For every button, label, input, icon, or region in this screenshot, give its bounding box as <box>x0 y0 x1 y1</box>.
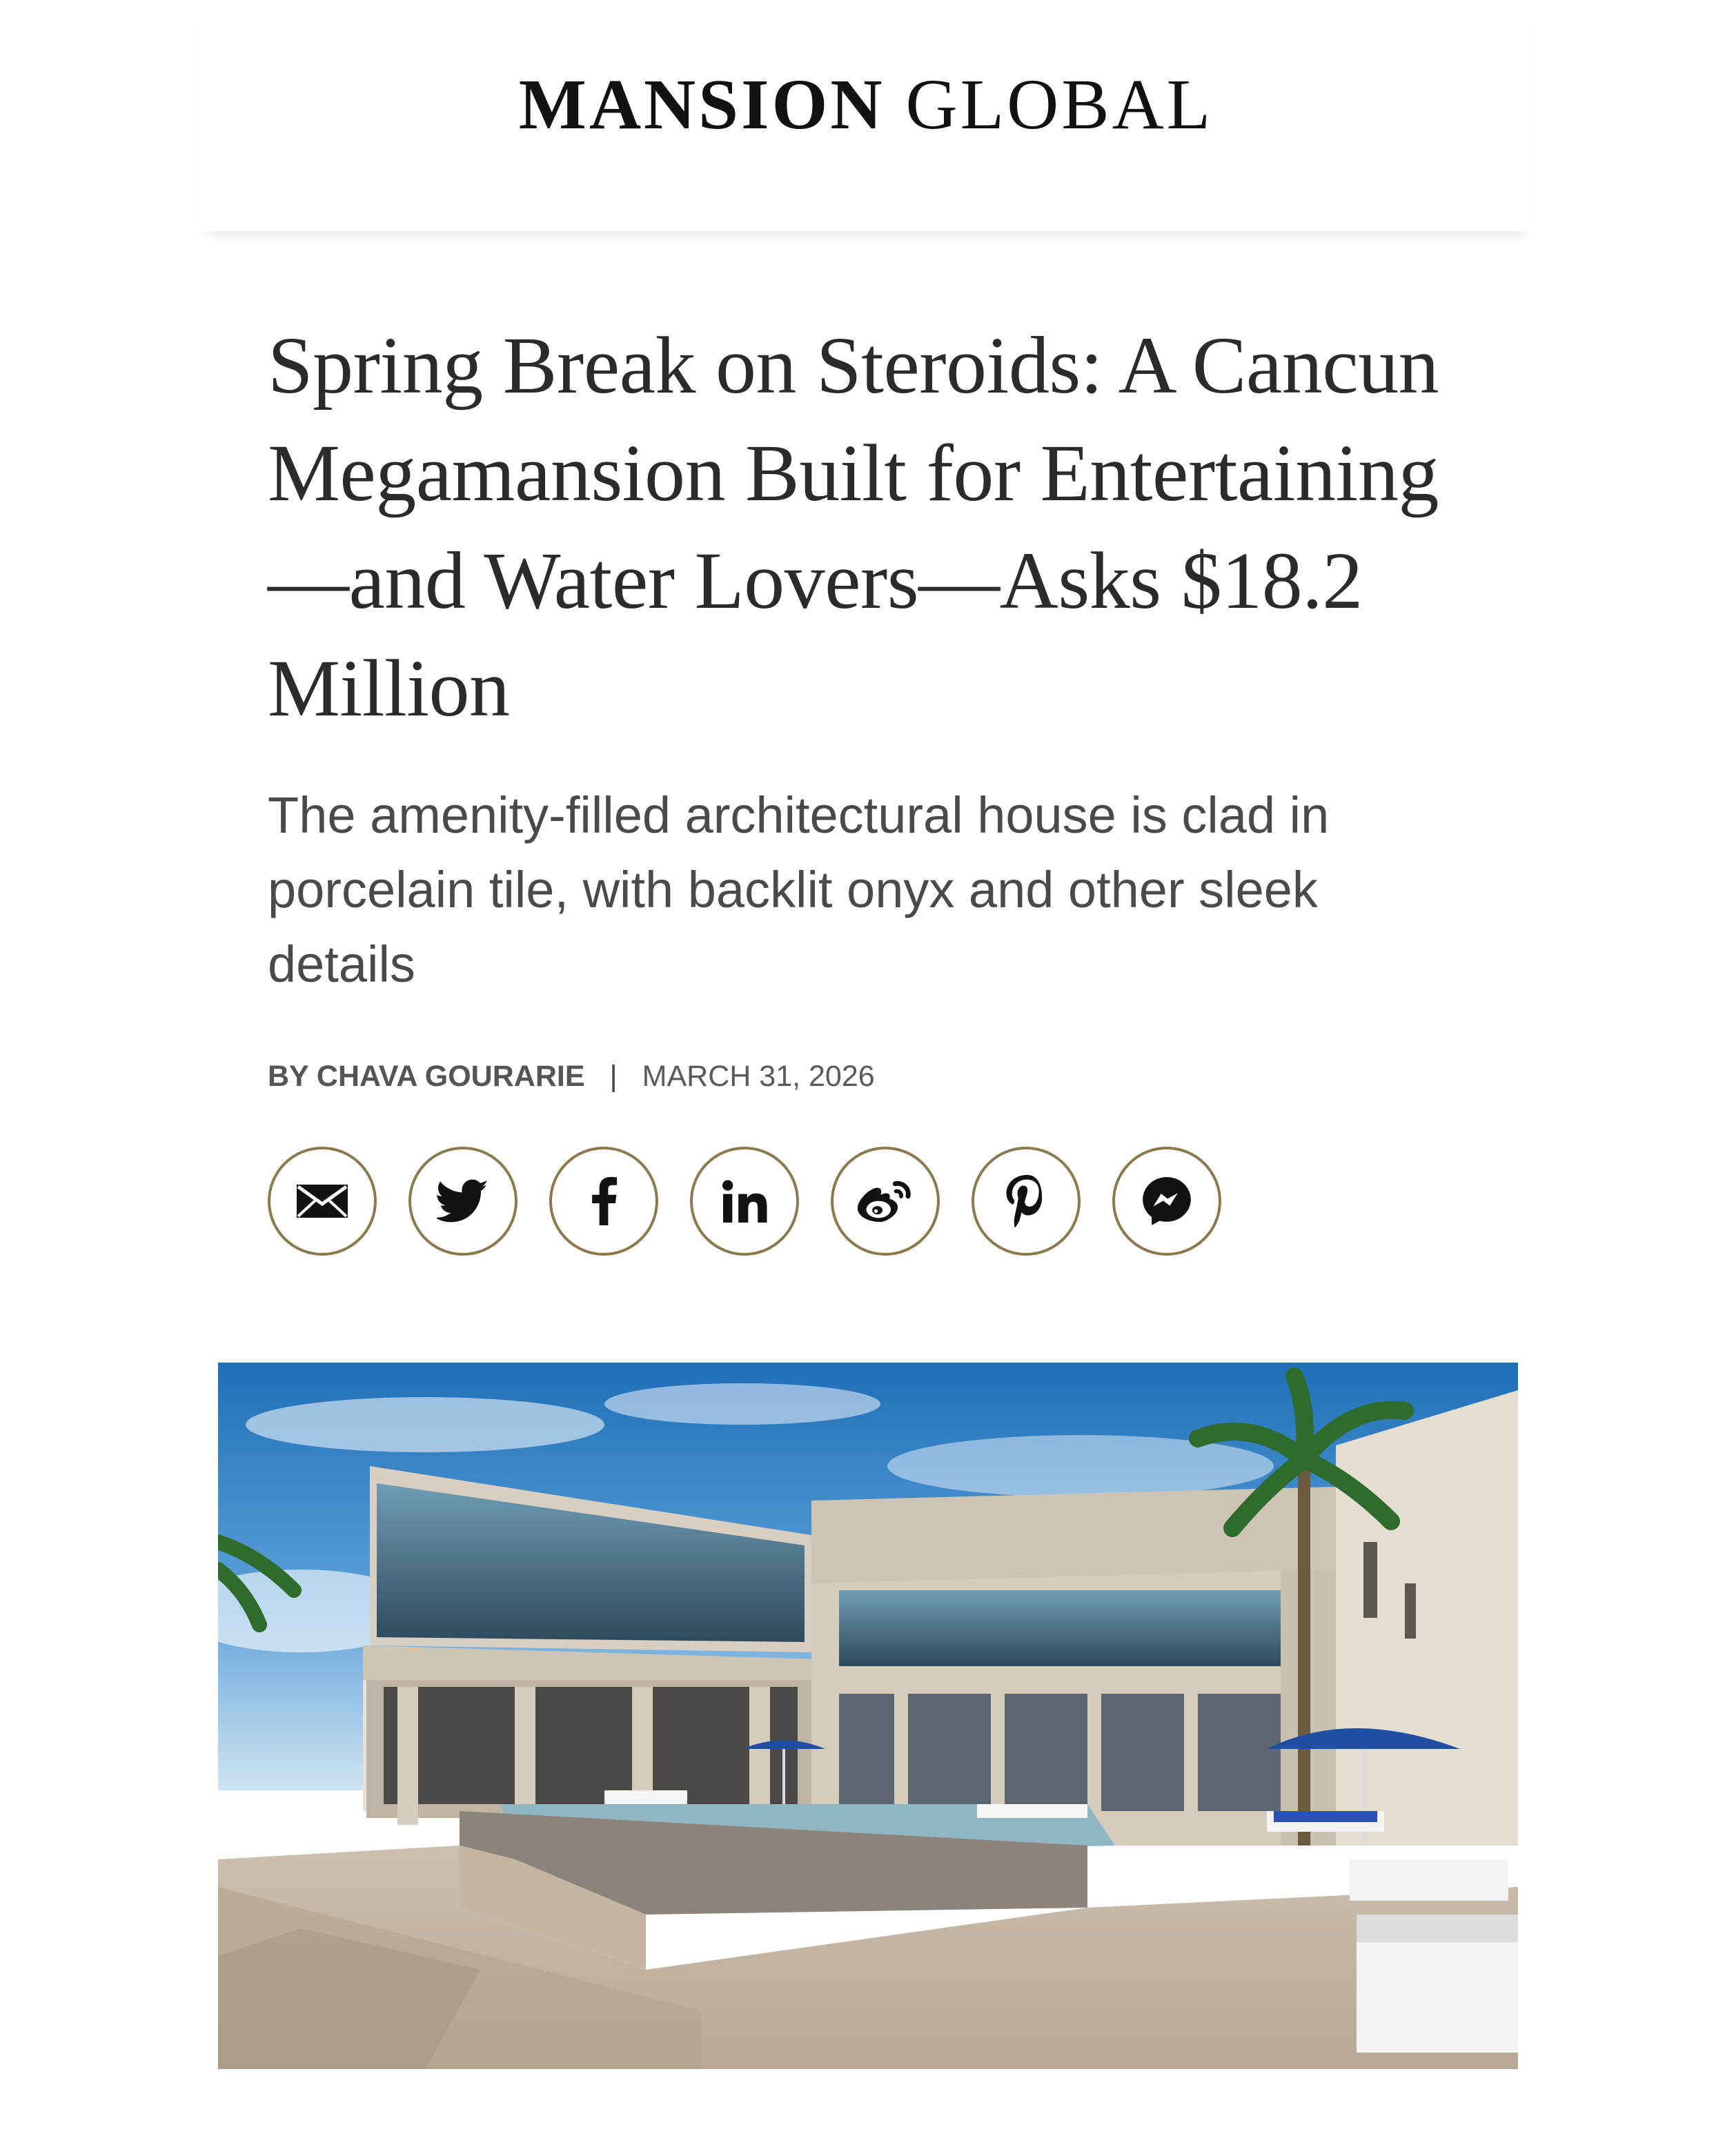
mansion-photo <box>218 1363 1518 2069</box>
article-dek: The amenity-filled architectural house is clad in porcelain tile, with backlit onyx and other sleek details <box>268 787 1330 993</box>
byline-separator: | <box>609 1060 618 1093</box>
share-messenger-button[interactable] <box>1112 1147 1221 1256</box>
facebook-f-icon <box>590 1177 618 1225</box>
share-twitter-button[interactable] <box>408 1147 518 1256</box>
share-weibo-button[interactable] <box>831 1147 940 1256</box>
weibo-icon <box>856 1177 915 1225</box>
share-bar <box>268 1147 1221 1261</box>
site-logo[interactable] <box>200 65 1532 144</box>
envelope-icon <box>295 1183 349 1219</box>
article-byline <box>268 1056 875 1097</box>
site-header <box>200 0 1532 231</box>
twitter-bird-icon <box>437 1179 489 1223</box>
pinterest-p-icon <box>1006 1175 1046 1227</box>
author-link[interactable]: BY CHAVA GOURARIE <box>268 1060 585 1093</box>
publish-date: MARCH 31, 2026 <box>642 1060 875 1093</box>
logo-mansion: MANSION <box>518 65 885 144</box>
article-headline: Spring Break on Steroids: A Cancun Megamansion Built for Entertaining—and Water Lovers—Asks $18.2 Million <box>268 320 1439 733</box>
share-email-button[interactable] <box>268 1147 377 1256</box>
share-pinterest-button[interactable] <box>972 1147 1081 1256</box>
share-facebook-button[interactable] <box>549 1147 658 1256</box>
hero-image[interactable] <box>218 1363 1518 2069</box>
linkedin-in-icon <box>722 1180 767 1223</box>
share-linkedin-button[interactable] <box>690 1147 799 1256</box>
messenger-bolt-icon <box>1141 1175 1193 1227</box>
logo-global: GLOBAL <box>905 65 1214 144</box>
